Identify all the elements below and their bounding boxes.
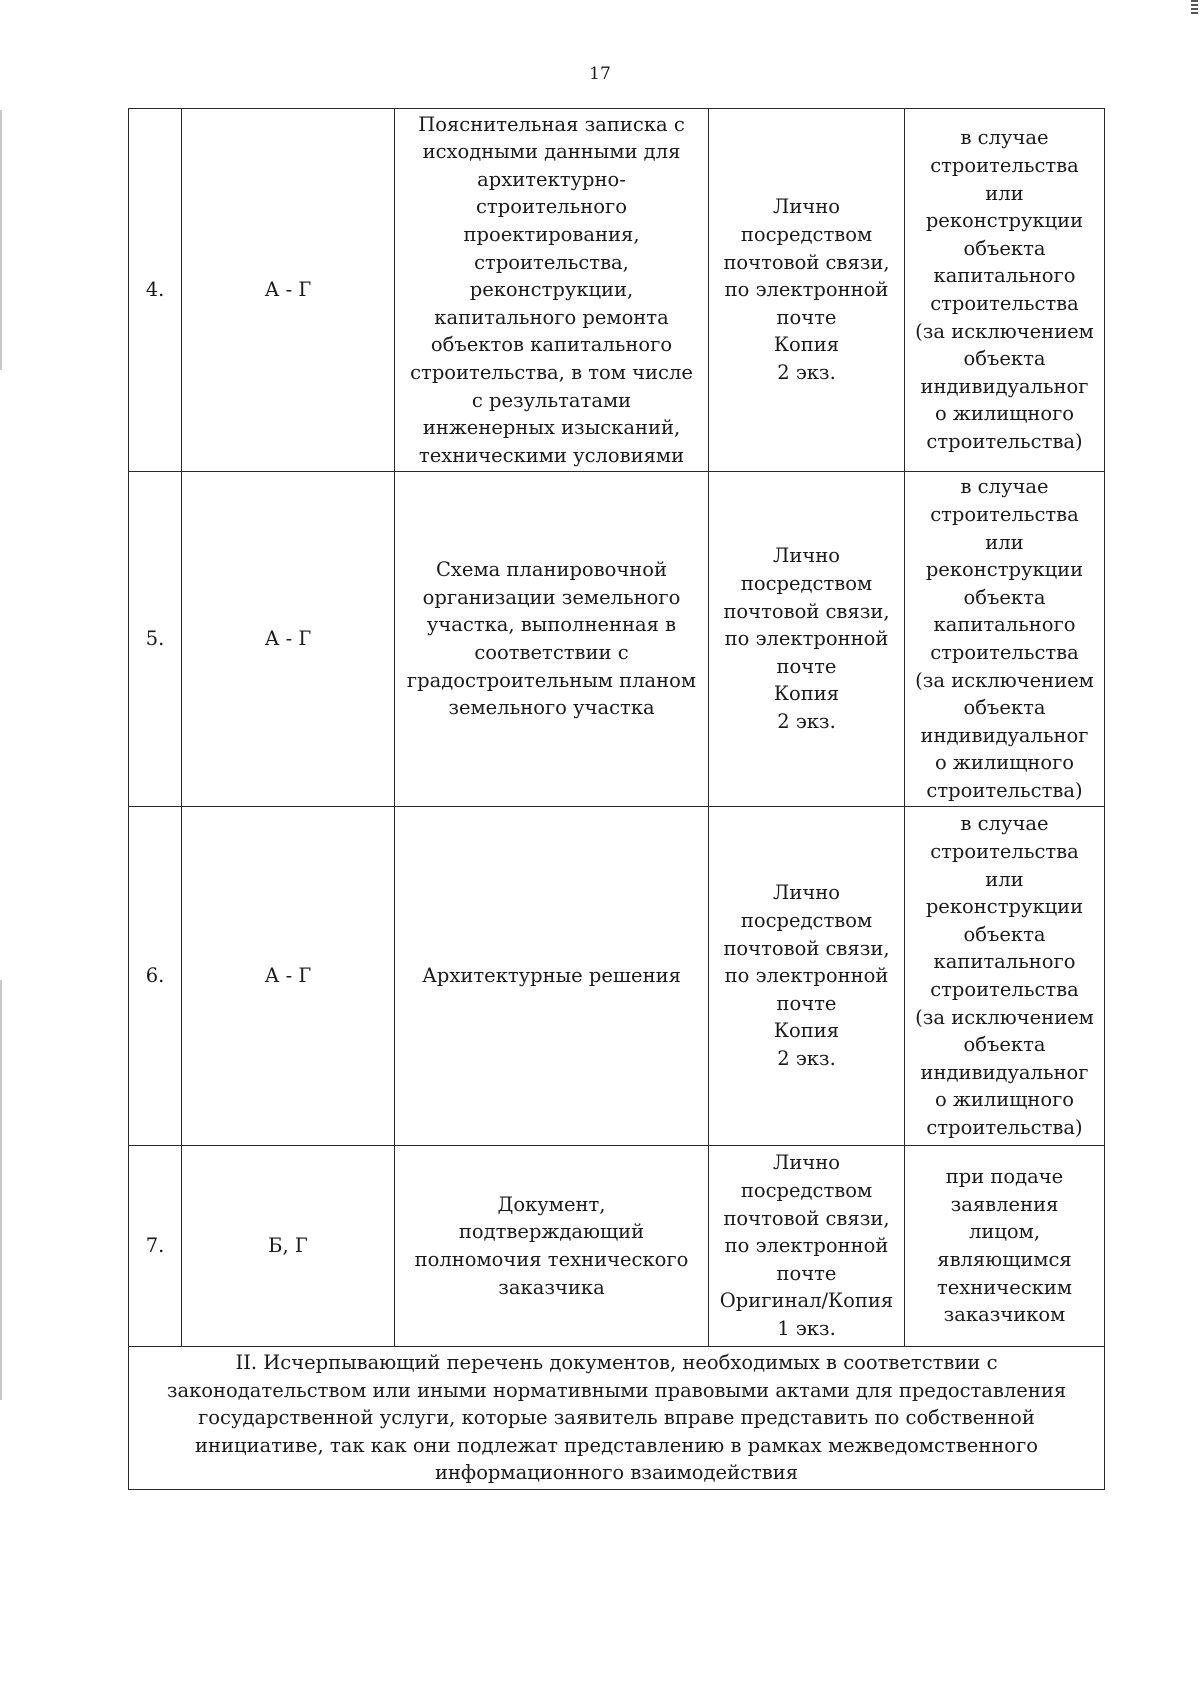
table-row <box>129 472 1105 807</box>
text-line: почтовой связи, <box>723 250 890 274</box>
text-line: строительного <box>476 195 627 219</box>
text-line: Схема планировочной <box>435 558 668 582</box>
document-name-cell <box>395 807 709 1146</box>
text-line: индивидуальног <box>920 1060 1089 1084</box>
row-number-cell: 4. <box>129 109 182 472</box>
text-line: капитального ремонта <box>434 305 669 329</box>
text-line: объекта <box>963 1033 1046 1057</box>
row-number-cell: 6. <box>129 807 182 1146</box>
text-line: реконструкции <box>925 895 1084 919</box>
text-line: Оригинал/Копия <box>719 1289 894 1313</box>
text-line: по электронной <box>724 1234 889 1258</box>
text-line: индивидуальног <box>920 374 1089 398</box>
text-line: почте <box>776 1261 837 1285</box>
text-line: Лично <box>773 881 840 905</box>
document-name-cell <box>395 472 709 807</box>
text-line: исходными данными для <box>422 140 681 164</box>
document-name-cell <box>395 1146 709 1347</box>
text-line: объектов капитального <box>430 333 673 357</box>
text-line: объекта <box>963 236 1046 260</box>
text-line: почтовой связи, <box>723 1206 890 1230</box>
text-line: архитектурно- <box>477 167 626 191</box>
text-line: Архитектурные решения <box>422 964 681 988</box>
text-line: являющимся <box>937 1248 1072 1271</box>
table-row <box>129 1146 1105 1347</box>
scan-edge-stripe <box>0 980 2 1400</box>
text-line: градостроительным планом <box>406 668 697 692</box>
text-line: по электронной <box>724 627 889 651</box>
text-line: участка, выполненная в <box>426 613 677 637</box>
text-line: почте <box>776 991 837 1015</box>
table-row <box>129 109 1105 472</box>
text-line: индивидуальног <box>920 723 1089 747</box>
text-line: строительства, <box>474 250 629 274</box>
document-name-cell <box>395 109 709 472</box>
applicant-category-cell: А - Г <box>182 472 395 807</box>
text-line: информационного взаимодействия <box>434 1461 799 1485</box>
text-line: строительства) <box>926 778 1083 802</box>
text-line: Документ, <box>497 1192 606 1216</box>
text-line: 2 экз. <box>777 709 836 733</box>
text-line: почте <box>776 305 837 329</box>
text-line: проектирования, <box>463 223 640 247</box>
text-line: строительства <box>930 840 1079 864</box>
text-line: посредством <box>740 223 873 247</box>
text-line: объекта <box>963 696 1046 720</box>
text-line: государственной услуги, которые заявитель вправе представить по собственной <box>198 1406 1035 1430</box>
text-line: техническими условиями <box>418 443 685 467</box>
row-number-cell: 5. <box>129 472 182 807</box>
text-line: реконструкции <box>925 558 1084 582</box>
text-line: соответствии с <box>474 641 629 664</box>
text-line: о жилищного <box>934 402 1075 426</box>
text-line: Лично <box>773 195 840 219</box>
section-heading <box>129 1347 1105 1490</box>
text-line: реконструкции, <box>469 278 634 302</box>
condition-cell <box>905 807 1105 1146</box>
text-line: капитального <box>933 264 1076 288</box>
text-line: Копия <box>773 333 840 357</box>
documents-table <box>128 108 1105 1490</box>
submission-method-cell <box>709 109 905 472</box>
text-line: о жилищного <box>934 1088 1075 1112</box>
applicant-category-cell: А - Г <box>182 109 395 472</box>
text-line: объекта <box>963 347 1046 371</box>
condition-cell <box>905 1146 1105 1347</box>
text-line: или <box>985 867 1024 891</box>
text-line: капитального <box>933 613 1076 637</box>
text-line: строительства <box>930 503 1079 527</box>
text-line: заявления <box>950 1192 1059 1216</box>
text-line: по электронной <box>724 964 889 988</box>
submission-method-cell <box>709 472 905 807</box>
text-line: организации земельного <box>422 585 681 609</box>
text-line: почте <box>776 654 837 678</box>
text-line: Пояснительная записка с <box>418 112 685 136</box>
scan-corner-mark <box>1191 0 1198 14</box>
text-line: строительства) <box>926 429 1083 453</box>
text-line: в случае <box>960 812 1049 836</box>
text-line: почтовой связи, <box>723 936 890 960</box>
text-line: с результатами <box>471 388 632 412</box>
text-line: при подаче <box>945 1165 1064 1189</box>
text-line: (за исключением <box>915 668 1094 692</box>
text-line: полномочия технического <box>414 1248 689 1271</box>
text-line: почтовой связи, <box>723 599 890 623</box>
text-line: или <box>985 530 1024 554</box>
text-line: Лично <box>773 1151 840 1175</box>
scan-edge-stripe <box>0 110 2 370</box>
text-line: объекта <box>963 922 1046 946</box>
text-line: строительства <box>930 154 1079 178</box>
text-line: 2 экз. <box>777 1046 836 1070</box>
text-line: 2 экз. <box>777 360 836 384</box>
text-line: техническим <box>936 1275 1073 1299</box>
text-line: заказчика <box>498 1275 605 1299</box>
text-line: Лично <box>773 544 840 568</box>
submission-method-cell <box>709 807 905 1146</box>
row-number-cell: 7. <box>129 1146 182 1347</box>
submission-method-cell <box>709 1146 905 1347</box>
table-row <box>129 807 1105 1146</box>
text-line: строительства <box>930 292 1079 315</box>
text-line: 1 экз. <box>777 1316 836 1340</box>
text-line: посредством <box>740 909 873 933</box>
text-line: посредством <box>740 572 873 596</box>
condition-cell <box>905 472 1105 807</box>
text-line: подтверждающий <box>458 1220 645 1244</box>
text-line: строительства, в том числе <box>410 360 693 384</box>
text-line: законодательством или иными нормативными правовыми актами для предоставления <box>166 1378 1067 1402</box>
text-line: в случае <box>960 475 1049 499</box>
text-line: инженерных изысканий, <box>422 416 681 440</box>
condition-cell <box>905 109 1105 472</box>
applicant-category-cell: Б, Г <box>182 1146 395 1347</box>
text-line: Копия <box>773 1019 840 1043</box>
text-line: II. Исчерпывающий перечень документов, необходимых в соответствии с <box>235 1351 998 1375</box>
text-line: по электронной <box>724 278 889 302</box>
text-line: капитального <box>933 950 1076 974</box>
text-line: лицом, <box>968 1220 1041 1244</box>
text-line: инициативе, так как они подлежат представлению в рамках межведомственного <box>195 1433 1038 1457</box>
text-line: реконструкции <box>925 209 1084 233</box>
text-line: Копия <box>773 682 840 706</box>
text-line: в случае <box>960 126 1049 150</box>
text-line: земельного участка <box>448 696 655 720</box>
text-line: строительства <box>930 978 1079 1001</box>
text-line: или <box>985 181 1024 205</box>
text-line: (за исключением <box>915 1005 1094 1029</box>
text-line: заказчиком <box>943 1303 1066 1327</box>
section-heading-row <box>129 1347 1105 1490</box>
page-number: 17 <box>589 64 611 84</box>
text-line: объекта <box>963 585 1046 609</box>
text-line: о жилищного <box>934 751 1075 775</box>
text-line: строительства <box>930 641 1079 664</box>
text-line: (за исключением <box>915 319 1094 343</box>
text-line: строительства) <box>926 1115 1083 1139</box>
applicant-category-cell: А - Г <box>182 807 395 1146</box>
text-line: посредством <box>740 1179 873 1203</box>
